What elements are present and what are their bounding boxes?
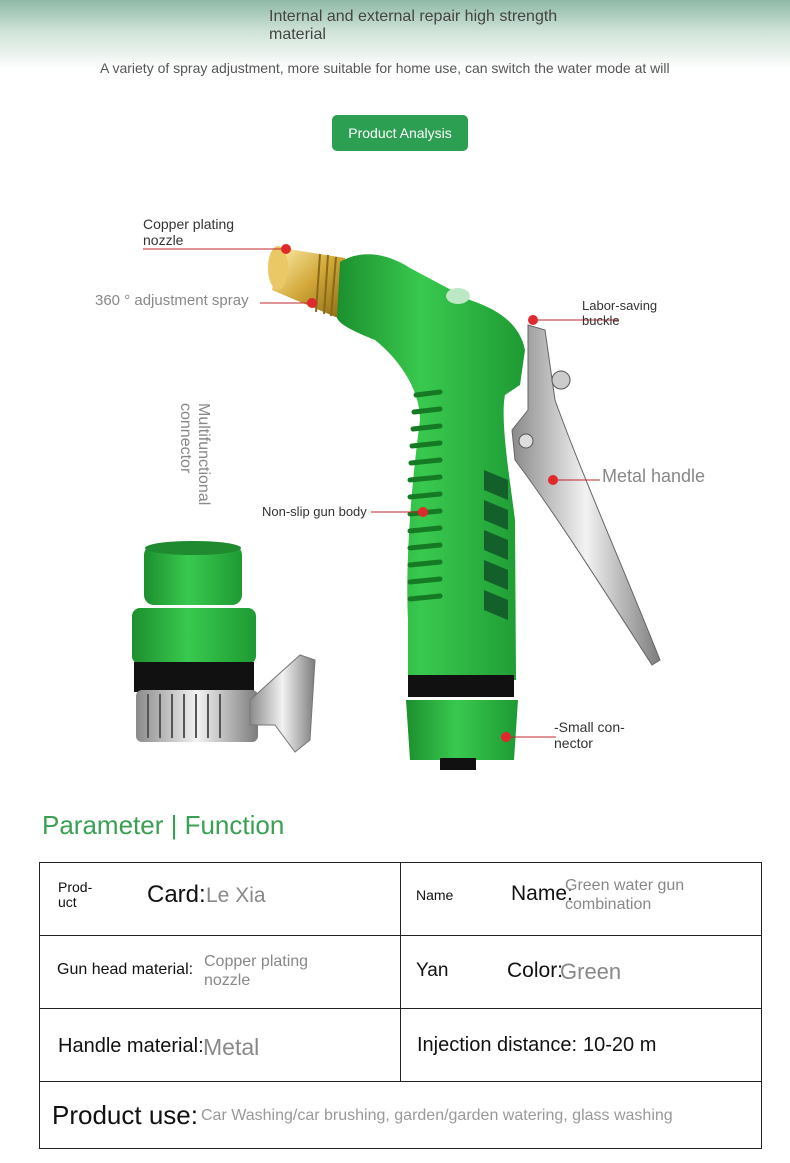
- brass-nozzle: [268, 246, 345, 318]
- table-row: [40, 1082, 762, 1149]
- callout-adjustment-spray: 360 ° adjustment spray: [95, 292, 249, 309]
- handle-value: Metal: [203, 1034, 260, 1060]
- callout-copper-nozzle: Copper plating nozzle: [143, 216, 235, 248]
- table-cell-name: [401, 863, 762, 936]
- product-use-label: Product use:: [52, 1100, 198, 1130]
- product-use-value: Car Washing/car brushing, garden/garden watering, glass washing: [201, 1107, 673, 1124]
- card-label: Card:: [147, 881, 206, 908]
- table-cell-color: [401, 936, 762, 1009]
- color-value: Green: [560, 959, 622, 984]
- table-cell-product-use: [40, 1082, 762, 1149]
- table-cell-gun-head: [40, 936, 401, 1009]
- table-cell-handle: [40, 1009, 401, 1082]
- headline: Internal and external repair high strength material: [269, 8, 558, 43]
- injection-value: 10-20 m: [583, 1034, 657, 1056]
- table-row: [40, 936, 762, 1009]
- table-cell-injection: [401, 1009, 762, 1082]
- section-title: Parameter | Function: [42, 810, 285, 840]
- name-value: Green water gun combination: [565, 877, 685, 913]
- handle-label: Handle material:: [58, 1035, 204, 1057]
- parameter-table: [39, 862, 762, 1149]
- callout-small-connector: -Small con- nector: [554, 719, 625, 751]
- callout-multifunctional-connector: Multifunctional connector: [177, 403, 212, 506]
- gun-head-value: Copper plating nozzle: [204, 953, 309, 989]
- injection-label: Injection distance:: [417, 1034, 578, 1056]
- product-prefix: Prod- uct: [58, 879, 93, 910]
- callout-metal-handle: Metal handle: [602, 466, 706, 486]
- callout-labor-buckle: Labor-saving buckle: [582, 298, 658, 328]
- color-label: Color:: [507, 959, 564, 982]
- yan-prefix: Yan: [416, 960, 449, 981]
- table-cell-card: [40, 863, 401, 936]
- card-value: Le Xia: [206, 884, 266, 907]
- callout-non-slip-body: Non-slip gun body: [262, 504, 367, 519]
- table-row: [40, 1009, 762, 1082]
- product-analysis-button[interactable]: Product Analysis: [332, 115, 468, 151]
- name-label: Name:: [511, 882, 573, 905]
- hose-connector: [132, 541, 315, 752]
- gun-head-label: Gun head material:: [57, 961, 194, 978]
- subheadline: A variety of spray adjustment, more suitable for home use, can switch the water mode at will: [100, 60, 670, 76]
- name-prefix: Name: [416, 887, 454, 903]
- metal-trigger-handle: [512, 325, 660, 665]
- table-row: [40, 863, 762, 936]
